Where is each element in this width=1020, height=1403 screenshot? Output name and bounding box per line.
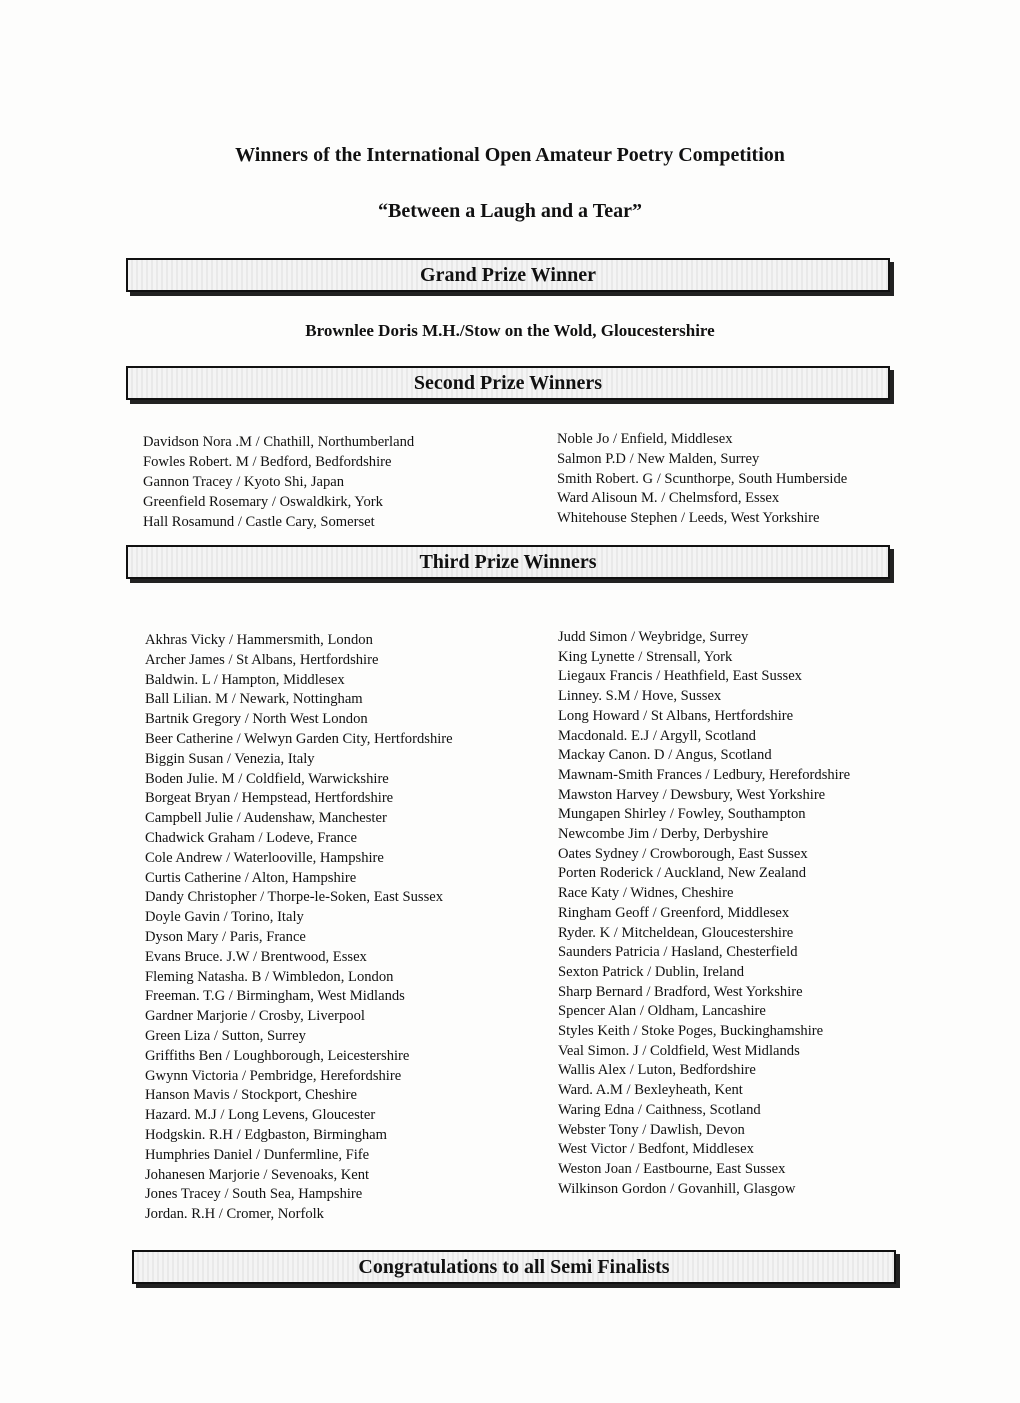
winner-entry: Davidson Nora .M / Chathill, Northumberland — [143, 434, 415, 450]
winner-entry: Webster Tony / Dawlish, Devon — [558, 1121, 745, 1138]
winner-entry: Fleming Natasha. B / Wimbledon, London — [145, 968, 394, 985]
winner-entry: Waring Edna / Caithness, Scotland — [558, 1101, 761, 1118]
winner-entry: Campbell Julie / Audenshaw, Manchester — [145, 810, 387, 827]
winner-entry: Sharp Bernard / Bradford, West Yorkshire — [558, 983, 803, 1000]
winner-entry: Doyle Gavin / Torino, Italy — [145, 909, 304, 926]
second-prize-list-right — [557, 430, 847, 529]
winner-entry: Cole Andrew / Waterlooville, Hampshire — [145, 849, 384, 866]
winner-entry: Dyson Mary / Paris, France — [145, 928, 306, 945]
third-prize-list-left — [145, 631, 453, 1225]
winner-entry: Greenfield Rosemary / Oswaldkirk, York — [143, 494, 383, 510]
winner-entry: Freeman. T.G / Birmingham, West Midlands — [145, 988, 405, 1005]
winner-entry: Boden Julie. M / Coldfield, Warwickshire — [145, 770, 389, 787]
winner-entry: Oates Sydney / Crowborough, East Sussex — [558, 845, 808, 862]
winner-entry: Judd Simon / Weybridge, Surrey — [558, 629, 749, 645]
winner-entry: Wilkinson Gordon / Govanhill, Glasgow — [558, 1180, 796, 1197]
winner-entry: Mungapen Shirley / Fowley, Southampton — [558, 806, 806, 823]
winner-entry: Borgeat Bryan / Hempstead, Hertfordshire — [145, 790, 394, 807]
winner-entry: Gardner Marjorie / Crosby, Liverpool — [145, 1008, 365, 1025]
winner-entry: Hazard. M.J / Long Levens, Gloucester — [145, 1107, 376, 1124]
winner-entry: Ringham Geoff / Greenford, Middlesex — [558, 904, 790, 921]
semi-finalists-banner: Congratulations to all Semi Finalists — [132, 1250, 896, 1284]
winner-entry: Hanson Mavis / Stockport, Cheshire — [145, 1087, 357, 1104]
winner-entry: Weston Joan / Eastbourne, East Sussex — [558, 1160, 786, 1177]
grand-prize-heading: Grand Prize Winner — [126, 258, 890, 292]
winner-entry: Race Katy / Widnes, Cheshire — [558, 885, 734, 902]
winner-entry: Baldwin. L / Hampton, Middlesex — [145, 671, 345, 688]
winner-entry: Veal Simon. J / Coldfield, West Midlands — [558, 1042, 800, 1059]
winner-entry: King Lynette / Strensall, York — [558, 648, 733, 665]
winner-entry: Spencer Alan / Oldham, Lancashire — [558, 1003, 766, 1020]
winner-entry: Noble Jo / Enfield, Middlesex — [557, 431, 733, 447]
winner-entry: Humphries Daniel / Dunfermline, Fife — [145, 1146, 370, 1163]
second-prize-list-left — [143, 432, 414, 532]
second-prize-heading: Second Prize Winners — [126, 366, 890, 400]
winner-entry: Evans Bruce. J.W / Brentwood, Essex — [145, 948, 367, 965]
winner-entry: Gwynn Victoria / Pembridge, Herefordshire — [145, 1067, 402, 1084]
grand-prize-winner: Brownlee Doris M.H./Stow on the Wold, Gloucestershire — [305, 321, 715, 340]
winner-entry: Styles Keith / Stoke Poges, Buckinghamshire — [558, 1023, 824, 1040]
winner-entry: Salmon P.D / New Malden, Surrey — [557, 450, 760, 467]
winner-entry: Ball Lilian. M / Newark, Nottingham — [145, 691, 363, 708]
winner-entry: Ryder. K / Mitcheldean, Gloucestershire — [558, 924, 794, 941]
winner-entry: Newcombe Jim / Derby, Derbyshire — [558, 826, 769, 843]
winner-entry: Jordan. R.H / Cromer, Norfolk — [145, 1206, 324, 1223]
winner-entry: Bartnik Gregory / North West London — [145, 711, 368, 728]
winner-entry: Smith Robert. G / Scunthorpe, South Humberside — [557, 470, 848, 487]
winner-entry: Beer Catherine / Welwyn Garden City, Hertfordshire — [145, 730, 453, 747]
winner-entry: Fowles Robert. M / Bedford, Bedfordshire — [143, 454, 392, 470]
winner-entry: Whitehouse Stephen / Leeds, West Yorkshire — [557, 510, 820, 527]
winner-entry: West Victor / Bedfont, Middlesex — [558, 1141, 754, 1158]
winner-entry: Green Liza / Sutton, Surrey — [145, 1027, 306, 1044]
document-subtitle: “Between a Laugh and a Tear” — [378, 200, 642, 222]
winner-entry: Gannon Tracey / Kyoto Shi, Japan — [143, 474, 345, 490]
winner-entry: Griffiths Ben / Loughborough, Leicestershire — [145, 1047, 410, 1064]
winner-entry: Ward. A.M / Bexleyheath, Kent — [558, 1082, 743, 1099]
winner-entry: Macdonald. E.J / Argyll, Scotland — [558, 727, 756, 744]
third-prize-list-right — [558, 628, 850, 1199]
winner-entry: Archer James / St Albans, Hertfordshire — [145, 651, 379, 668]
winner-entry: Liegaux Francis / Heathfield, East Sussex — [558, 668, 802, 685]
winner-entry: Dandy Christopher / Thorpe-le-Soken, East Sussex — [145, 889, 444, 906]
winner-entry: Chadwick Graham / Lodeve, France — [145, 829, 357, 846]
winner-entry: Linney. S.M / Hove, Sussex — [558, 688, 722, 705]
winner-entry: Hall Rosamund / Castle Cary, Somerset — [143, 514, 375, 530]
winner-entry: Curtis Catherine / Alton, Hampshire — [145, 869, 357, 886]
winner-entry: Sexton Patrick / Dublin, Ireland — [558, 963, 745, 980]
document-title: Winners of the International Open Amateur Poetry Competition — [235, 144, 785, 166]
winner-entry: Biggin Susan / Venezia, Italy — [145, 750, 315, 767]
winner-entry: Porten Roderick / Auckland, New Zealand — [558, 865, 807, 882]
winner-entry: Ward Alisoun M. / Chelmsford, Essex — [557, 490, 780, 507]
winner-entry: Mackay Canon. D / Angus, Scotland — [558, 747, 772, 764]
winner-entry: Saunders Patricia / Hasland, Chesterfield — [558, 944, 798, 961]
winner-entry: Johanesen Marjorie / Sevenoaks, Kent — [145, 1166, 370, 1183]
winner-entry: Wallis Alex / Luton, Bedfordshire — [558, 1062, 756, 1079]
winner-entry: Long Howard / St Albans, Hertfordshire — [558, 707, 794, 724]
winner-entry: Hodgskin. R.H / Edgbaston, Birmingham — [145, 1126, 388, 1143]
winner-entry: Akhras Vicky / Hammersmith, London — [145, 632, 373, 648]
winner-entry: Mawston Harvey / Dewsbury, West Yorkshire — [558, 786, 826, 803]
winner-entry: Mawnam-Smith Frances / Ledbury, Herefordshire — [558, 766, 851, 783]
third-prize-heading: Third Prize Winners — [126, 545, 890, 579]
winner-entry: Jones Tracey / South Sea, Hampshire — [145, 1186, 363, 1203]
